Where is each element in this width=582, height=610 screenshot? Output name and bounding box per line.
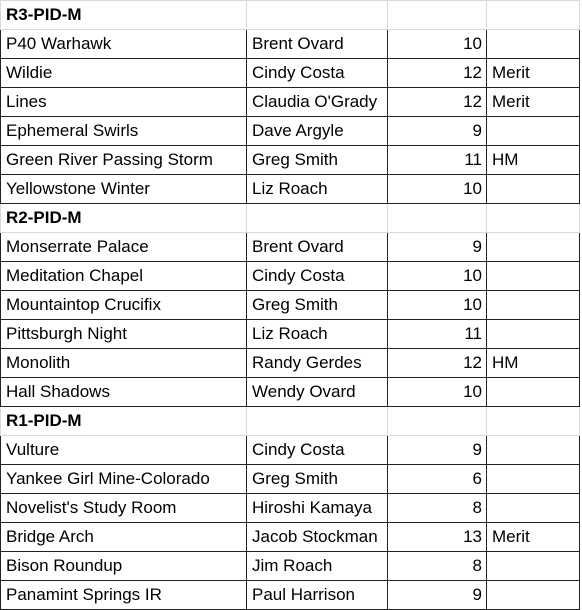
author-cell[interactable]: Dave Argyle [247, 117, 388, 146]
empty-cell[interactable] [247, 1, 388, 30]
score-cell[interactable]: 10 [388, 30, 487, 59]
table-row [1, 59, 580, 88]
score-cell[interactable]: 13 [388, 523, 487, 552]
score-cell[interactable]: 11 [388, 320, 487, 349]
author-cell[interactable]: Jim Roach [247, 552, 388, 581]
section-heading[interactable]: R3-PID-M [1, 1, 247, 30]
section-header-row [1, 407, 580, 436]
table-row [1, 291, 580, 320]
score-cell[interactable]: 8 [388, 494, 487, 523]
empty-cell[interactable] [388, 204, 487, 233]
title-cell[interactable]: Green River Passing Storm [1, 146, 247, 175]
table-row [1, 552, 580, 581]
award-cell[interactable] [487, 262, 580, 291]
score-cell[interactable]: 12 [388, 88, 487, 117]
table-row [1, 30, 580, 59]
title-cell[interactable]: Meditation Chapel [1, 262, 247, 291]
author-cell[interactable]: Cindy Costa [247, 262, 388, 291]
table-row [1, 378, 580, 407]
author-cell[interactable]: Randy Gerdes [247, 349, 388, 378]
title-cell[interactable]: Bridge Arch [1, 523, 247, 552]
author-cell[interactable]: Hiroshi Kamaya [247, 494, 388, 523]
score-cell[interactable]: 12 [388, 349, 487, 378]
award-cell[interactable] [487, 233, 580, 262]
section-heading[interactable]: R1-PID-M [1, 407, 247, 436]
author-cell[interactable]: Brent Ovard [247, 30, 388, 59]
award-cell[interactable]: HM [487, 349, 580, 378]
award-cell[interactable] [487, 465, 580, 494]
section-header-row [1, 204, 580, 233]
award-cell[interactable]: Merit [487, 59, 580, 88]
title-cell[interactable]: Pittsburgh Night [1, 320, 247, 349]
score-cell[interactable]: 8 [388, 552, 487, 581]
table-row [1, 175, 580, 204]
table-row [1, 320, 580, 349]
author-cell[interactable]: Greg Smith [247, 291, 388, 320]
author-cell[interactable]: Paul Harrison [247, 581, 388, 610]
author-cell[interactable]: Greg Smith [247, 465, 388, 494]
table-row [1, 117, 580, 146]
empty-cell[interactable] [487, 407, 580, 436]
empty-cell[interactable] [247, 204, 388, 233]
title-cell[interactable]: Yankee Girl Mine-Colorado [1, 465, 247, 494]
award-cell[interactable] [487, 175, 580, 204]
score-cell[interactable]: 10 [388, 175, 487, 204]
empty-cell[interactable] [388, 1, 487, 30]
title-cell[interactable]: Monolith [1, 349, 247, 378]
author-cell[interactable]: Cindy Costa [247, 59, 388, 88]
table-row [1, 465, 580, 494]
title-cell[interactable]: Vulture [1, 436, 247, 465]
empty-cell[interactable] [388, 407, 487, 436]
score-cell[interactable]: 12 [388, 59, 487, 88]
author-cell[interactable]: Greg Smith [247, 146, 388, 175]
author-cell[interactable]: Cindy Costa [247, 436, 388, 465]
title-cell[interactable]: Mountaintop Crucifix [1, 291, 247, 320]
title-cell[interactable]: Wildie [1, 59, 247, 88]
award-cell[interactable] [487, 552, 580, 581]
author-cell[interactable]: Liz Roach [247, 175, 388, 204]
empty-cell[interactable] [487, 1, 580, 30]
author-cell[interactable]: Claudia O'Grady [247, 88, 388, 117]
table-row [1, 88, 580, 117]
score-cell[interactable]: 11 [388, 146, 487, 175]
table-row [1, 494, 580, 523]
table-row [1, 436, 580, 465]
score-cell[interactable]: 9 [388, 117, 487, 146]
title-cell[interactable]: Yellowstone Winter [1, 175, 247, 204]
title-cell[interactable]: Novelist's Study Room [1, 494, 247, 523]
author-cell[interactable]: Jacob Stockman [247, 523, 388, 552]
score-cell[interactable]: 9 [388, 581, 487, 610]
score-cell[interactable]: 9 [388, 436, 487, 465]
results-body [1, 1, 580, 610]
author-cell[interactable]: Wendy Ovard [247, 378, 388, 407]
title-cell[interactable]: Hall Shadows [1, 378, 247, 407]
award-cell[interactable] [487, 320, 580, 349]
table-row [1, 349, 580, 378]
title-cell[interactable]: Panamint Springs IR [1, 581, 247, 610]
table-row [1, 146, 580, 175]
award-cell[interactable] [487, 436, 580, 465]
title-cell[interactable]: P40 Warhawk [1, 30, 247, 59]
title-cell[interactable]: Bison Roundup [1, 552, 247, 581]
award-cell[interactable] [487, 494, 580, 523]
score-cell[interactable]: 10 [388, 291, 487, 320]
title-cell[interactable]: Ephemeral Swirls [1, 117, 247, 146]
title-cell[interactable]: Lines [1, 88, 247, 117]
title-cell[interactable]: Monserrate Palace [1, 233, 247, 262]
table-row [1, 262, 580, 291]
score-cell[interactable]: 6 [388, 465, 487, 494]
empty-cell[interactable] [487, 204, 580, 233]
table-row [1, 581, 580, 610]
table-row [1, 523, 580, 552]
empty-cell[interactable] [247, 407, 388, 436]
score-cell[interactable]: 10 [388, 378, 487, 407]
score-cell[interactable]: 9 [388, 233, 487, 262]
award-cell[interactable]: Merit [487, 523, 580, 552]
score-cell[interactable]: 10 [388, 262, 487, 291]
author-cell[interactable]: Brent Ovard [247, 233, 388, 262]
award-cell[interactable] [487, 117, 580, 146]
award-cell[interactable]: HM [487, 146, 580, 175]
award-cell[interactable] [487, 378, 580, 407]
section-header-row [1, 1, 580, 30]
author-cell[interactable]: Liz Roach [247, 320, 388, 349]
award-cell[interactable]: Merit [487, 88, 580, 117]
table-row [1, 233, 580, 262]
award-cell[interactable] [487, 291, 580, 320]
award-cell[interactable] [487, 30, 580, 59]
award-cell[interactable] [487, 581, 580, 610]
section-heading[interactable]: R2-PID-M [1, 204, 247, 233]
